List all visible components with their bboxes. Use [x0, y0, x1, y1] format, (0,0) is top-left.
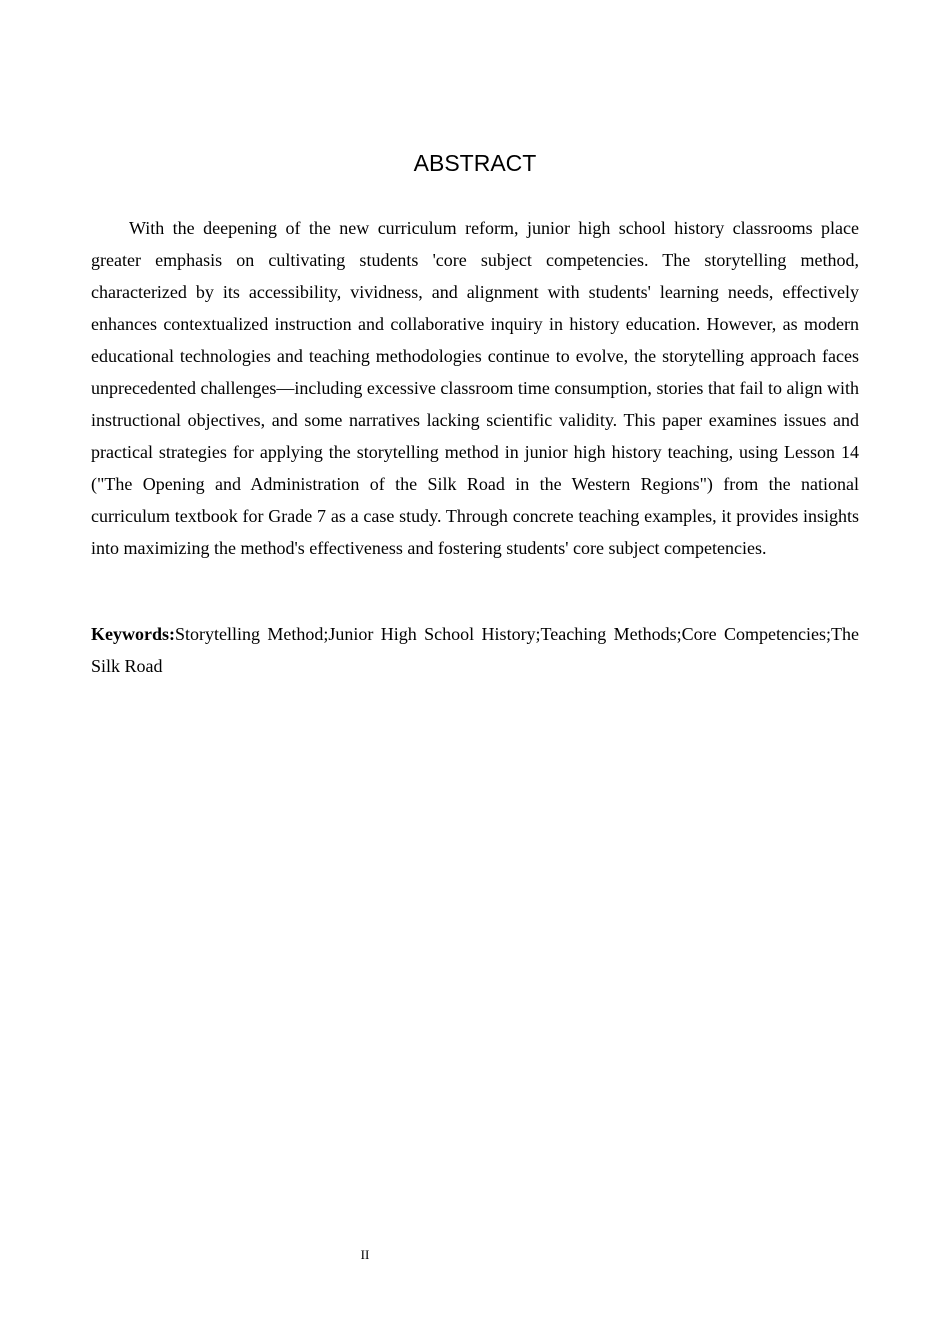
abstract-body: With the deepening of the new curriculum reform, junior high school history classrooms place greater emphasis on cultivating students 'core subject competencies. The storytelling method, characterized by its accessibility, vividness, and alignment with students' learning needs, effectively enhances contextualized instruction and collaborative inquiry in history education. However, as modern educational technologies and teaching methodologies continue to evolve, the storytelling approach faces unprecedented challenges—including excessive classroom time consumption, stories that fail to align with instructional objectives, and some narratives lacking scientific validity. This paper examines issues and practical strategies for applying the storytelling method in junior high history teaching, using Lesson 14 ("The Opening and Administration of the Silk Road in the Western Regions") from the national curriculum textbook for Grade 7 as a case study. Through concrete teaching examples, it provides insights into maximizing the method's effectiveness and fostering students' core subject competencies.	[91, 218, 859, 558]
keywords-paragraph	[91, 618, 859, 682]
keywords-label: Keywords:	[91, 624, 175, 644]
keywords-text: Storytelling Method;Junior High School History;Teaching Methods;Core Competencies;The Silk Road	[91, 624, 859, 676]
abstract-title: ABSTRACT	[413, 150, 537, 176]
page-number: II	[360, 1247, 370, 1262]
